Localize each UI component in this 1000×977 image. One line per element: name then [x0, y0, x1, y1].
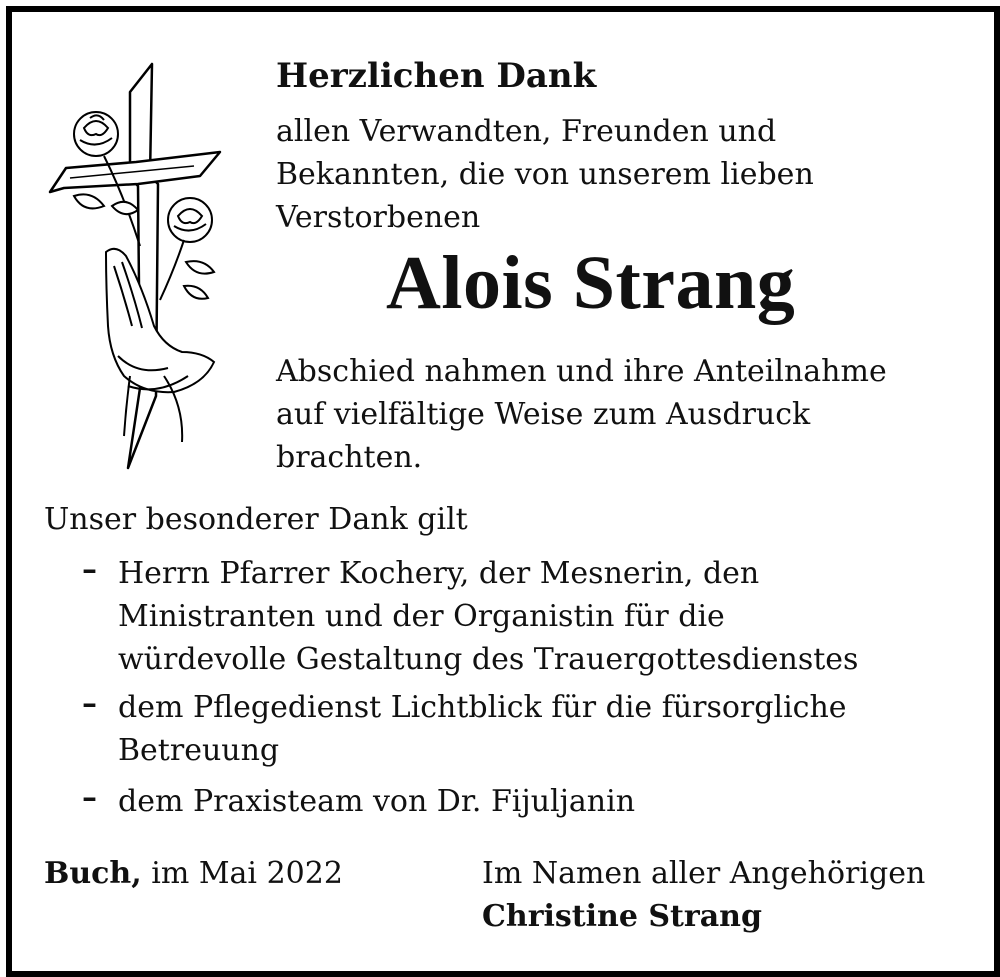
thanks-item-text: [118, 686, 847, 772]
after-line: Abschied nahmen und ihre Anteilnahme: [276, 354, 887, 389]
thanks-line: dem Pflegedienst Lichtblick für die fürsorgliche: [118, 690, 847, 725]
intro-line: Bekannten, die von unserem lieben: [276, 157, 814, 192]
bullet-dash: –: [82, 780, 97, 815]
thanks-line: dem Praxisteam von Dr. Fijuljanin: [118, 784, 636, 819]
obituary-notice: [6, 6, 1000, 977]
place: Buch,: [44, 856, 142, 891]
deceased-name: Alois Strang: [386, 241, 796, 325]
after-line: auf vielfältige Weise zum Ausdruck: [276, 397, 811, 432]
thanks-item-text: [118, 780, 635, 823]
intro-text: [276, 110, 814, 239]
thanks-item-text: [118, 552, 858, 681]
place-date: [44, 852, 343, 895]
bullet-dash: –: [82, 686, 97, 721]
signature-name: Christine Strang: [482, 899, 762, 934]
after-text: [276, 350, 887, 479]
bullet-dash: –: [82, 552, 97, 587]
special-thanks-intro: Unser besonderer Dank gilt: [44, 502, 468, 537]
thanks-line: würdevolle Gestaltung des Trauergottesdienstes: [118, 642, 859, 677]
thanks-line: Ministranten und der Organistin für die: [118, 599, 725, 634]
intro-line: allen Verwandten, Freunden und: [276, 114, 777, 149]
intro-line: Verstorbenen: [276, 200, 481, 235]
heading: Herzlichen Dank: [276, 56, 597, 96]
date: im Mai 2022: [151, 856, 343, 891]
thanks-line: Betreuung: [118, 733, 280, 768]
cross-with-roses-and-praying-hands-icon: [44, 56, 230, 472]
thanks-line: Herrn Pfarrer Kochery, der Mesnerin, den: [118, 556, 760, 591]
signature-block: [482, 852, 925, 938]
on-behalf-line: Im Namen aller Angehörigen: [482, 856, 926, 891]
after-line: brachten.: [276, 440, 423, 475]
